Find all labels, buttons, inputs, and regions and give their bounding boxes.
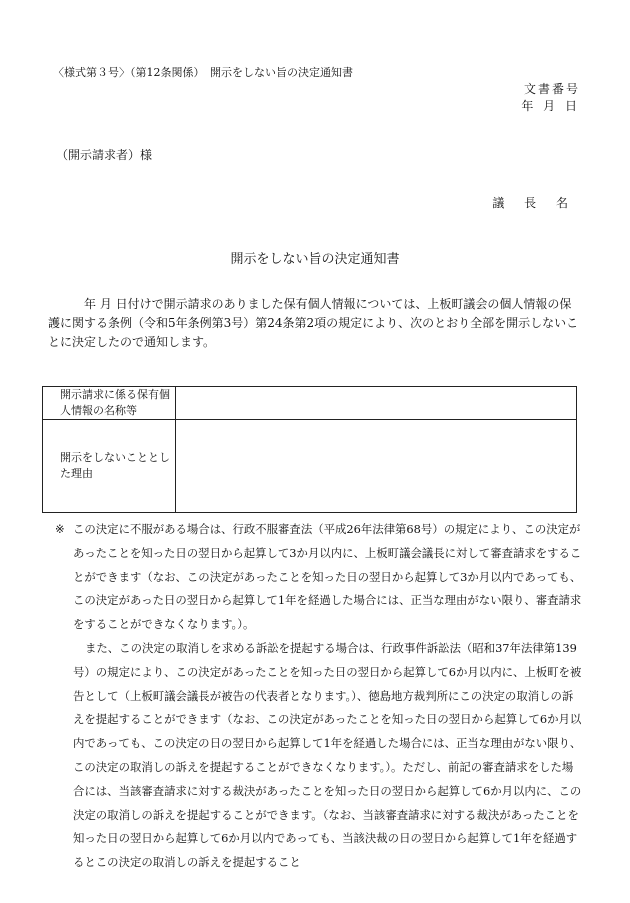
table-row xyxy=(43,420,577,513)
row-value-reason xyxy=(176,420,577,513)
document-number: 文書番号 xyxy=(523,82,580,96)
row-label-info-name: 開示請求に係る保有個人情報の名称等 xyxy=(43,387,176,420)
row-label-reason: 開示をしないこととした理由 xyxy=(43,420,176,513)
row-value-info-name xyxy=(176,387,577,420)
info-table xyxy=(42,386,577,513)
document-date: 年 月 日 xyxy=(521,99,580,113)
note-paragraph-1: この決定に不服がある場合は、行政不服審査法（平成26年法律第68号）の規定により、この決定があったことを知った日の翌日から起算して3か月以内に、上板町議会議長に対して審査請求をすることができます（なお、この決定があったことを知った日の翌日から起算して3か月以内であっても、この決定があった日の翌日から起算して1年を経過した場合には、正当な理由がない限り、審査請求をすることができなくなります。）。 xyxy=(73,522,582,632)
form-label: 〈様式第３号〉（第12条関係） 開示をしない旨の決定通知書 xyxy=(53,66,353,79)
appeal-notice xyxy=(56,518,582,875)
recipient: （開示請求者）様 xyxy=(56,148,153,162)
note-mark: ※ xyxy=(55,522,65,536)
body-paragraph xyxy=(48,295,582,352)
document-title: 開示をしない旨の決定通知書 xyxy=(230,252,400,267)
sender-name: 議 長 名 xyxy=(492,196,576,210)
table-row xyxy=(43,387,577,420)
body-text: 年 月 日付けで開示請求のありました保有個人情報については、上板町議会の個人情報の保護に関する条例（令和5年条例第3号）第24条第2項の規定により、次のとおり全部を開示しないことに決定したので通知します。 xyxy=(48,297,579,349)
note-paragraph-2: また、この決定の取消しを求める訴訟を提起する場合は、行政事件訴訟法（昭和37年法律第139号）の規定により、この決定があったことを知った日の翌日から起算して6か月以内に、上板町を被告として（上板町議会議長が被告の代表者となります。）、徳島地方裁判所にこの決定の取消しの訴えを提起することができます（なお、この決定があったことを知った日の翌日から起算して6か月以内であっても、この決定の日の翌日から起算して1年を経過した場合には、正当な理由がない限り、この決定の取消しの訴えを提起することができなくなります。）。ただし、前記の審査請求をした場合には、当該審査請求に対する裁決があったことを知った日の翌日から起算して6か月以内に、この決定の取消しの訴えを提起することができます。（なお、当該審査請求に対する裁決があったことを知った日の翌日から起算して6か月以内であっても、当該決裁の日の翌日から起算して1年を経過するとこの決定の取消しの訴えを提起すること xyxy=(73,640,582,870)
